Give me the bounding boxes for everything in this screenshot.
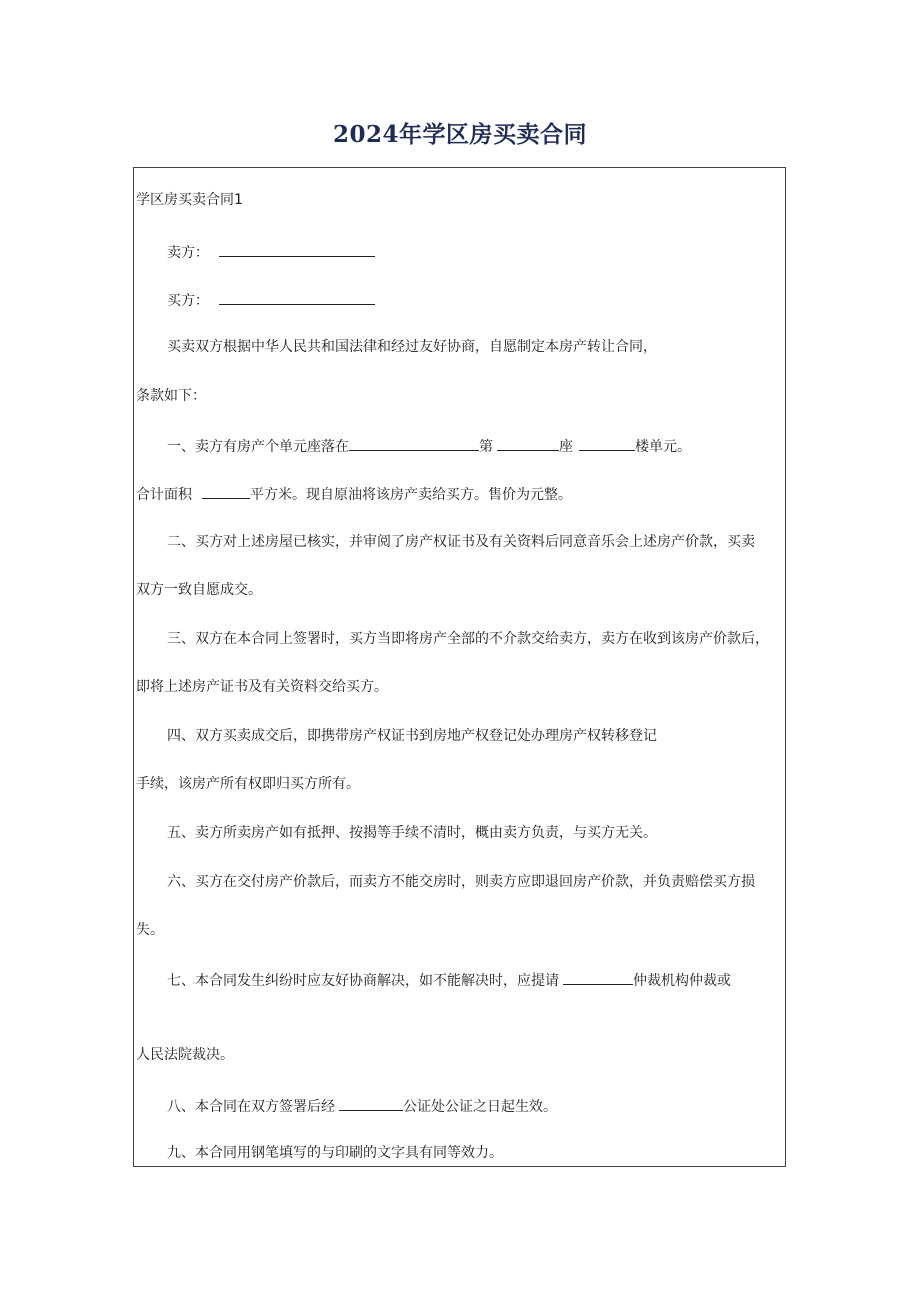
buyer-row bbox=[167, 289, 375, 311]
clause-1-part-4: 楼单元。 bbox=[635, 439, 691, 455]
clause-1-cont: 平方米。现自原油将该房产卖给买方。售价为元整。 bbox=[250, 487, 572, 503]
intro-line-2: 条款如下： bbox=[136, 388, 206, 404]
number-blank bbox=[497, 435, 559, 451]
clause-3-line-1: 三、双方在本合同上签署时，买方当即将房产全部的不介款交给卖方，卖方在收到该房产价款后， bbox=[167, 631, 769, 647]
clause-8-part-1: 八、本合同在双方签署后经 bbox=[167, 1099, 335, 1115]
clause-7-line-2: 人民法院裁决。 bbox=[136, 1047, 234, 1063]
clause-7-line-1 bbox=[167, 969, 731, 991]
clause-2-line-2: 双方一致自愿成交。 bbox=[136, 582, 262, 598]
document-title: 2024年学区房买卖合同 bbox=[332, 121, 587, 148]
clause-8 bbox=[167, 1095, 557, 1117]
clause-4-line-2: 手续，该房产所有权即归买方所有。 bbox=[136, 776, 360, 792]
arbitration-blank bbox=[563, 969, 633, 985]
clause-6-line-2: 失。 bbox=[136, 922, 164, 938]
clause-5: 五、卖方所卖房产如有抵押、按揭等手续不清时，概由卖方负责，与买方无关。 bbox=[167, 825, 657, 841]
seller-name-blank bbox=[219, 241, 375, 257]
clause-9: 九、本合同用钢笔填写的与印刷的文字具有同等效力。 bbox=[167, 1145, 503, 1161]
clause-8-part-2: 公证处公证之日起生效。 bbox=[403, 1099, 557, 1115]
clause-7-part-2: 仲裁机构仲裁或 bbox=[633, 973, 731, 989]
building-blank bbox=[579, 435, 635, 451]
intro-line-1: 买卖双方根据中华人民共和国法律和经过友好协商，自愿制定本房产转让合同， bbox=[167, 339, 657, 355]
clause-1-part-2: 第 bbox=[479, 439, 493, 455]
clause-6-line-1: 六、买方在交付房产价款后，而卖方不能交房时，则卖方应即退回房产价款，并负责赔偿买方损 bbox=[167, 874, 755, 890]
clause-1-line-2 bbox=[136, 483, 572, 505]
contract-heading: 学区房买卖合同1 bbox=[136, 192, 243, 208]
area-blank bbox=[202, 483, 250, 499]
clause-3-line-2: 即将上述房产证书及有关资料交给买方。 bbox=[136, 679, 388, 695]
seller-row bbox=[167, 241, 375, 263]
clause-4-line-1: 四、双方买卖成交后，即携带房产权证书到房地产权登记处办理房产权转移登记 bbox=[167, 728, 657, 744]
clause-1-part-3: 座 bbox=[559, 439, 573, 455]
buyer-name-blank bbox=[219, 289, 375, 305]
buyer-label: 买方： bbox=[167, 293, 209, 309]
clause-1-line-1 bbox=[167, 435, 691, 457]
clause-7-part-1: 七、本合同发生纠纷时应友好协商解决，如不能解决时，应提请 bbox=[167, 973, 559, 989]
seller-label: 卖方： bbox=[167, 245, 209, 261]
contract-frame bbox=[133, 167, 786, 1167]
location-blank bbox=[349, 435, 479, 451]
notary-blank bbox=[339, 1095, 403, 1111]
clause-2-line-1: 二、买方对上述房屋已核实，并审阅了房产权证书及有关资料后同意音乐会上述房产价款，买卖 bbox=[167, 534, 755, 550]
clause-1-part-1: 一、卖方有房产个单元座落在 bbox=[167, 439, 349, 455]
area-label: 合计面积 bbox=[136, 487, 192, 503]
